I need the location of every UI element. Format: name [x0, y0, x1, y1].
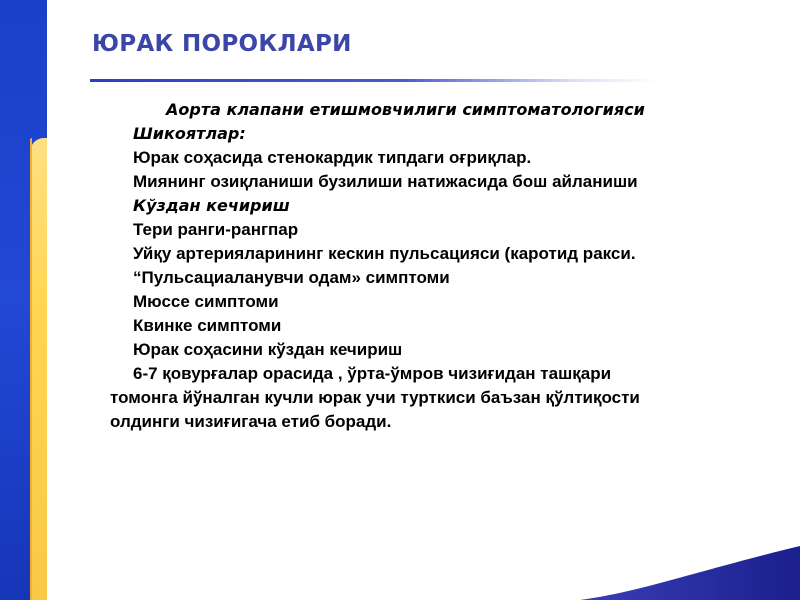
- title-underline: [90, 79, 660, 82]
- slide-title: ЮРАК ПОРОКЛАРИ: [92, 31, 352, 57]
- exam-item: 6-7 қовурғалар орасида , ўрта-ўмров чизиғидан ташқари: [133, 364, 612, 383]
- corner-wave-decoration: [580, 530, 800, 600]
- exam-item: Мюссе симптоми: [133, 292, 279, 311]
- continuation-line: олдинги чизиғигача етиб боради.: [110, 412, 392, 431]
- complaint-item: Юрак соҳасида стенокардик типдаги оғриқлар.: [133, 148, 532, 167]
- yellow-stripe-edge: [30, 138, 32, 600]
- exam-item: Уйқу артерияларининг кескин пульсацияси (каротид ракси.: [133, 244, 636, 263]
- complaint-item: Миянинг озиқланиши бузилиши натижасида бош айланиши: [133, 172, 638, 191]
- exam-item: “Пульсациаланувчи одам» симптоми: [133, 268, 450, 287]
- exam-item: Тери ранги-рангпар: [133, 220, 299, 239]
- exam-label: Кўздан кечириш: [133, 196, 290, 215]
- exam-item: Квинке симптоми: [133, 316, 282, 335]
- exam-item: Юрак соҳасини кўздан кечириш: [133, 340, 403, 359]
- complaints-label: Шикоятлар:: [133, 124, 246, 143]
- continuation-line: томонга йўналган кучли юрак учи турткиси баъзан қўлтиқости: [110, 388, 640, 407]
- left-yellow-stripe: [30, 138, 47, 600]
- section-heading: Аорта клапани етишмовчилиги симптоматологияси: [166, 100, 645, 119]
- slide-body: [110, 98, 790, 434]
